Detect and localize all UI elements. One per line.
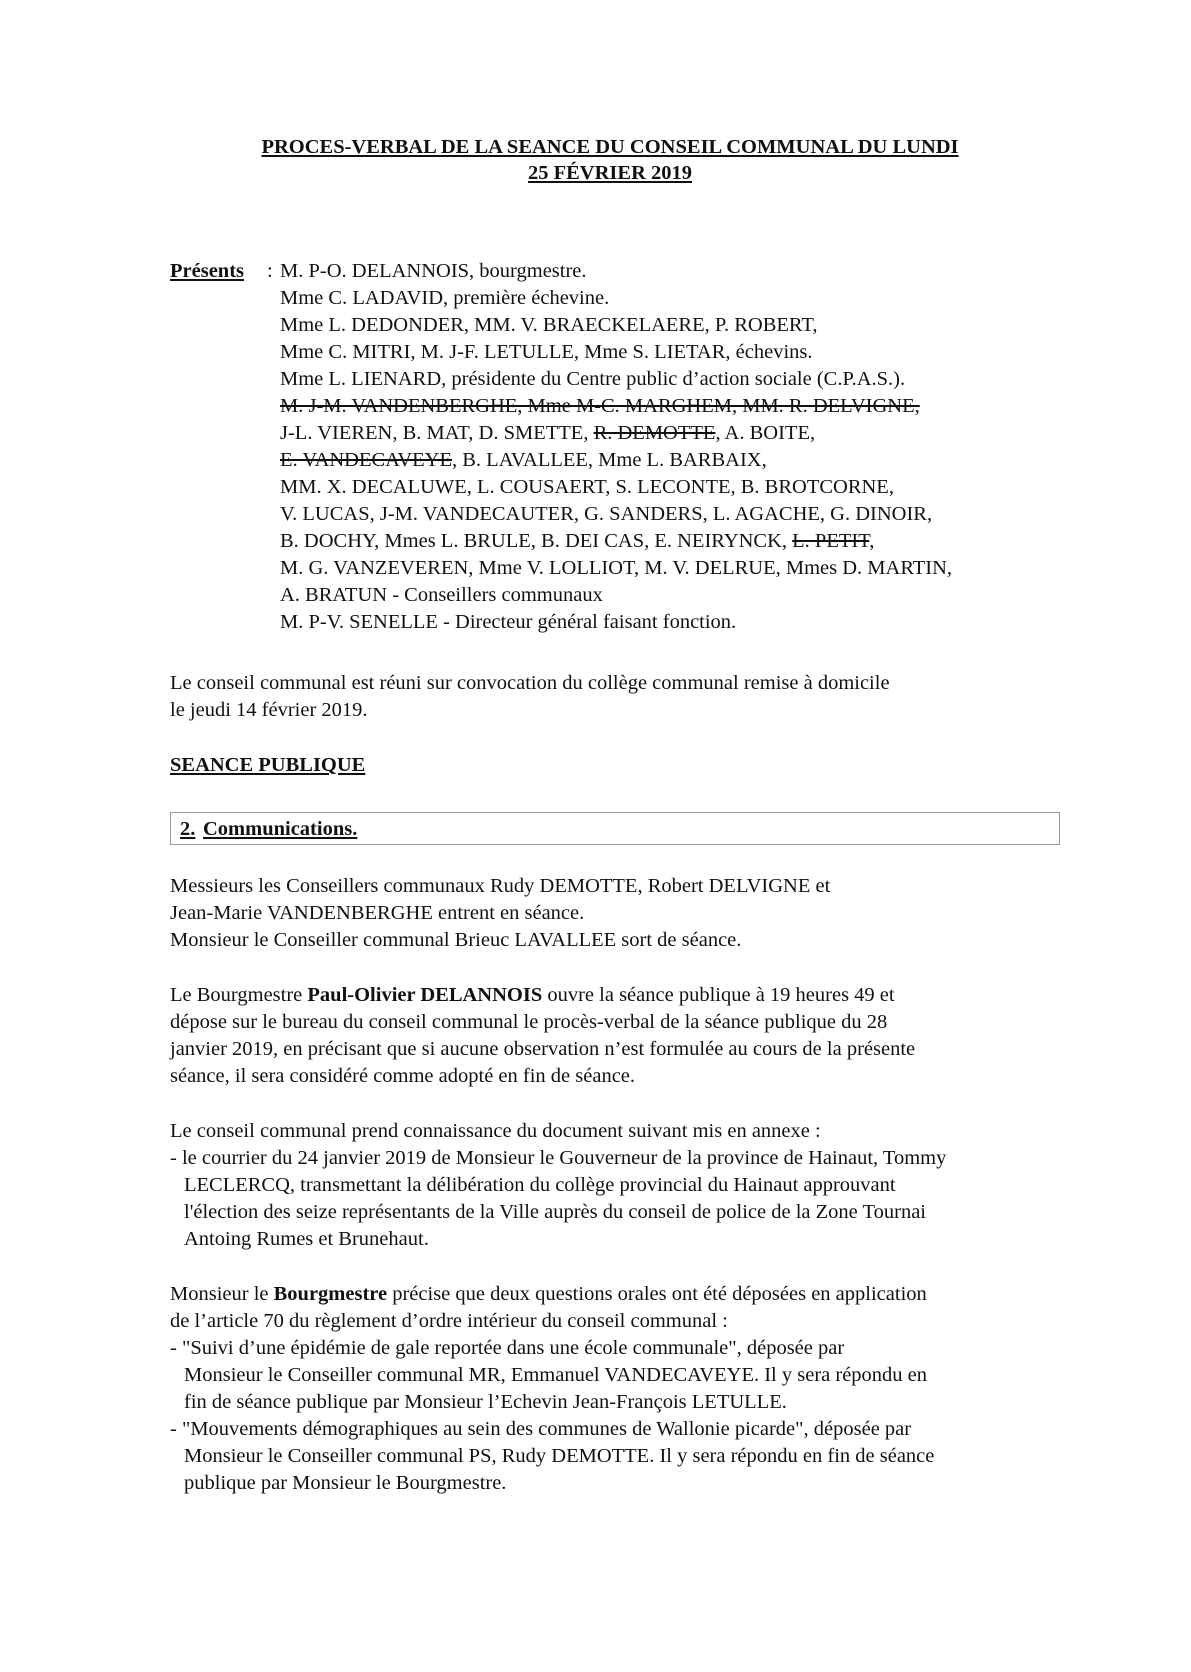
attendee-text: J-L. VIEREN, B. MAT, D. SMETTE, <box>280 422 594 444</box>
mayor-name: Paul-Olivier DELANNOIS <box>307 984 543 1006</box>
attendee-line: M. G. VANZEVEREN, Mme V. LOLLIOT, M. V. DELRUE, Mmes D. MARTIN, <box>280 557 953 579</box>
question-2-line: - "Mouvements démographiques au sein des communes de Wallonie picarde", déposée par <box>170 1418 912 1440</box>
entries-line: Jean-Marie VANDENBERGHE entrent en séance. <box>170 902 585 924</box>
attendee-line <box>280 528 874 555</box>
document-title-line2: 25 FÉVRIER 2019 <box>527 162 692 184</box>
document-title-line1: PROCES-VERBAL DE LA SEANCE DU CONSEIL COMMUNAL DU LUNDI <box>261 136 959 158</box>
attendee-line <box>280 447 767 474</box>
attendee-line: M. P-O. DELANNOIS, bourgmestre. <box>280 260 587 282</box>
questions-line <box>170 1281 927 1308</box>
opening-line: dépose sur le bureau du conseil communal le procès-verbal de la séance publique du 28 <box>170 1011 888 1033</box>
convocation-line1: Le conseil communal est réuni sur convocation du collège communal remise à domicile <box>170 672 890 694</box>
attendee-absent: R. DEMOTTE <box>593 422 716 444</box>
question-1-line: - "Suivi d’une épidémie de gale reportée dans une école communale", déposée par <box>170 1337 845 1359</box>
attendee-line: V. LUCAS, J-M. VANDECAUTER, G. SANDERS, L. AGACHE, G. DINOIR, <box>280 503 933 525</box>
presents-colon: : <box>267 260 273 282</box>
annex-line: l'élection des seize représentants de la Ville auprès du conseil de police de la Zone Tournai <box>184 1201 926 1223</box>
attendee-line: Mme L. LIENARD, présidente du Centre public d’action sociale (C.P.A.S.). <box>280 368 906 390</box>
opening-text: ouvre la séance publique à 19 heures 49 et <box>542 984 895 1006</box>
attendee-line: M. P-V. SENELLE - Directeur général faisant fonction. <box>280 611 737 633</box>
attendee-text: , <box>869 530 875 552</box>
annex-intro: Le conseil communal prend connaissance du document suivant mis en annexe : <box>170 1120 821 1142</box>
attendee-text: , A. BOITE, <box>715 422 816 444</box>
presents-label: Présents <box>170 260 245 282</box>
questions-line: de l’article 70 du règlement d’ordre intérieur du conseil communal : <box>170 1310 728 1332</box>
attendee-absent: E. VANDECAVEYE <box>280 449 452 471</box>
opening-line <box>170 982 895 1009</box>
agenda-item-number: 2. <box>180 818 196 840</box>
questions-text: précise que deux questions orales ont été déposées en application <box>387 1283 927 1305</box>
attendee-text: B. DOCHY, Mmes L. BRULE, B. DEI CAS, E. NEIRYNCK, <box>280 530 793 552</box>
attendee-line: Mme C. MITRI, M. J-F. LETULLE, Mme S. LIETAR, échevins. <box>280 341 813 363</box>
agenda-item-title: Communications. <box>203 818 358 840</box>
attendee-line: Mme L. DEDONDER, MM. V. BRAECKELAERE, P. ROBERT, <box>280 314 818 336</box>
entries-line: Messieurs les Conseillers communaux Rudy DEMOTTE, Robert DELVIGNE et <box>170 875 831 897</box>
attendee-line <box>280 420 815 447</box>
section-title: SEANCE PUBLIQUE <box>170 754 366 776</box>
annex-line: LECLERCQ, transmettant la délibération du collège provincial du Hainaut approuvant <box>184 1174 896 1196</box>
questions-bold: Bourgmestre <box>273 1283 388 1305</box>
question-2-line: Monsieur le Conseiller communal PS, Rudy DEMOTTE. Il y sera répondu en fin de séance <box>184 1445 935 1467</box>
question-1-line: fin de séance publique par Monsieur l’Echevin Jean-François LETULLE. <box>184 1391 787 1413</box>
opening-line: séance, il sera considéré comme adopté en fin de séance. <box>170 1065 636 1087</box>
annex-line: - le courrier du 24 janvier 2019 de Monsieur le Gouverneur de la province de Hainaut, Tommy <box>170 1147 947 1169</box>
question-1-line: Monsieur le Conseiller communal MR, Emmanuel VANDECAVEYE. Il y sera répondu en <box>184 1364 928 1386</box>
attendee-line: A. BRATUN - Conseillers communaux <box>280 584 603 606</box>
attendee-text: , B. LAVALLEE, Mme L. BARBAIX, <box>452 449 767 471</box>
convocation-line2: le jeudi 14 février 2019. <box>170 699 368 721</box>
opening-text: Le Bourgmestre <box>170 984 308 1006</box>
attendee-line: MM. X. DECALUWE, L. COUSAERT, S. LECONTE, B. BROTCORNE, <box>280 476 894 498</box>
attendee-line-absent: M. J-M. VANDENBERGHE, Mme M-C. MARGHEM, MM. R. DELVIGNE, <box>280 395 920 417</box>
entries-line: Monsieur le Conseiller communal Brieuc LAVALLEE sort de séance. <box>170 929 742 951</box>
attendee-absent: L. PETIT <box>792 530 870 552</box>
question-2-line: publique par Monsieur le Bourgmestre. <box>184 1472 507 1494</box>
questions-text: Monsieur le <box>170 1283 274 1305</box>
attendee-line: Mme C. LADAVID, première échevine. <box>280 287 610 309</box>
opening-line: janvier 2019, en précisant que si aucune observation n’est formulée au cours de la présente <box>170 1038 916 1060</box>
annex-line: Antoing Rumes et Brunehaut. <box>184 1228 429 1250</box>
